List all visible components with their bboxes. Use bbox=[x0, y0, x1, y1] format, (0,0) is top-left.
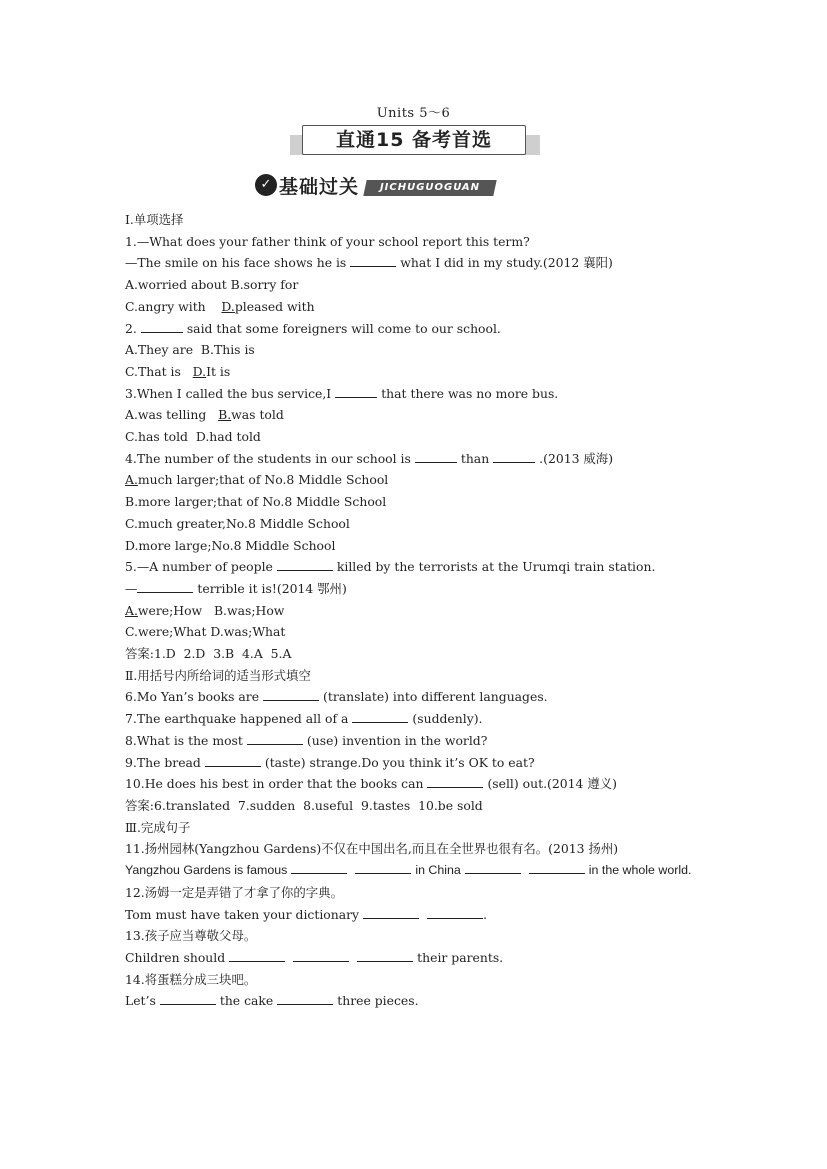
section-heading bbox=[255, 172, 495, 200]
part1-title: Ⅰ.单项选择 bbox=[125, 212, 184, 227]
q4-text-a: 4.The number of the students in our school is bbox=[125, 450, 411, 466]
q3-blank[interactable] bbox=[335, 385, 377, 398]
q1-option-d-letter: D. bbox=[221, 298, 235, 314]
q3-text-a: 3.When I called the bus service,I bbox=[125, 385, 332, 401]
q3-line bbox=[125, 383, 710, 405]
q13-blank-2[interactable] bbox=[293, 949, 349, 962]
part2-answer: 答案:6.translated 7.sudden 8.useful 9.tastes 10.be sold bbox=[125, 797, 483, 813]
q2-option-c: C.That is bbox=[125, 363, 193, 379]
q5-line1 bbox=[125, 556, 710, 578]
q1-option-cd bbox=[125, 296, 710, 318]
part3-title: Ⅲ.完成句子 bbox=[125, 819, 191, 835]
q3-option-cd: C.has told D.had told bbox=[125, 429, 261, 445]
q12-text-b: . bbox=[483, 906, 488, 922]
q12-english bbox=[125, 904, 710, 926]
banner-title: 直通15 备考首选 bbox=[302, 125, 526, 155]
q9-blank[interactable] bbox=[205, 754, 261, 767]
q1-option-ab: A.worried about B.sorry for bbox=[125, 277, 299, 293]
q11-blank-3[interactable] bbox=[465, 861, 521, 874]
q6-text-b: (translate) into different languages. bbox=[323, 689, 548, 705]
q11-text-b: in China bbox=[415, 863, 461, 878]
q2-option-d-letter: D. bbox=[192, 363, 207, 379]
section-title: 基础过关 bbox=[279, 176, 360, 198]
q14-blank-2[interactable] bbox=[277, 992, 333, 1005]
q6-blank[interactable] bbox=[263, 688, 319, 701]
q8-text-b: (use) invention in the world? bbox=[306, 732, 488, 748]
q4-option-a-text: much larger;that of No.8 Middle School bbox=[137, 472, 389, 488]
section-pinyin: JICHUGUOGUAN bbox=[379, 182, 481, 193]
part1-answer: 答案:1.D 2.D 3.B 4.A 5.A bbox=[125, 646, 292, 662]
q5-option-ab bbox=[125, 600, 710, 622]
q2-option-cd bbox=[125, 361, 710, 383]
q8-blank[interactable] bbox=[247, 732, 303, 745]
q10-text-b: (sell) out.(2014 遵义) bbox=[487, 776, 617, 792]
q1-option-d-text: pleased with bbox=[234, 298, 315, 314]
q2-line bbox=[125, 318, 710, 340]
q11-text-c: in the whole world. bbox=[588, 863, 692, 878]
q5-text-d: terrible it is!(2014 鄂州) bbox=[197, 580, 347, 596]
q4-option-a bbox=[125, 469, 710, 491]
q9-line bbox=[125, 752, 710, 774]
q14-blank-1[interactable] bbox=[160, 992, 216, 1005]
q1-text-a: —The smile on his face shows he is bbox=[125, 255, 347, 271]
q12-chinese: 12.汤姆一定是弄错了才拿了你的字典。 bbox=[125, 884, 343, 900]
q11-blank-1[interactable] bbox=[291, 861, 347, 874]
q4-option-c: C.much greater,No.8 Middle School bbox=[125, 515, 350, 531]
q13-text-a: Children should bbox=[125, 949, 226, 965]
q3-option-ab bbox=[125, 404, 710, 426]
q12-blank-1[interactable] bbox=[363, 906, 419, 919]
q13-chinese: 13.孩子应当尊敬父母。 bbox=[125, 928, 257, 944]
q2-option-d-text: It is bbox=[206, 363, 231, 379]
q12-text-a: Tom must have taken your dictionary bbox=[125, 906, 360, 922]
q5-option-a-letter: A. bbox=[125, 602, 138, 618]
q3-option-b-text: was told bbox=[231, 407, 284, 423]
q13-text-b: their parents. bbox=[417, 949, 504, 965]
q11-english bbox=[125, 860, 710, 882]
q2-blank[interactable] bbox=[141, 320, 183, 333]
q14-chinese: 14.将蛋糕分成三块吧。 bbox=[125, 971, 257, 987]
q12-blank-2[interactable] bbox=[427, 906, 483, 919]
q5-blank-2[interactable] bbox=[137, 580, 193, 593]
q7-line bbox=[125, 708, 710, 730]
q10-line bbox=[125, 773, 710, 795]
q4-blank-2[interactable] bbox=[493, 450, 535, 463]
q10-text-a: 10.He does his best in order that the books can bbox=[125, 776, 424, 792]
q6-text-a: 6.Mo Yan’s books are bbox=[125, 689, 260, 705]
q5-text-a: 5.—A number of people bbox=[125, 559, 273, 575]
q13-blank-1[interactable] bbox=[229, 949, 285, 962]
q14-english bbox=[125, 990, 710, 1012]
q2-text-b: said that some foreigners will come to our school. bbox=[186, 320, 501, 336]
q1-option-c: C.angry with bbox=[125, 298, 222, 314]
q13-english bbox=[125, 947, 710, 969]
q3-text-b: that there was no more bus. bbox=[381, 385, 559, 401]
q3-option-b-letter: B. bbox=[218, 407, 232, 423]
q10-blank[interactable] bbox=[427, 775, 483, 788]
q7-text-a: 7.The earthquake happened all of a bbox=[125, 711, 349, 727]
q5-line2 bbox=[125, 578, 710, 600]
q11-blank-2[interactable] bbox=[355, 861, 411, 874]
q14-text-a: Let’s bbox=[125, 993, 156, 1009]
q9-text-a: 9.The bread bbox=[125, 754, 201, 770]
q1-line2 bbox=[125, 252, 710, 274]
q9-text-b: (taste) strange.Do you think it’s OK to eat? bbox=[264, 754, 535, 770]
q7-blank[interactable] bbox=[352, 710, 408, 723]
q5-text-b: killed by the terrorists at the Urumqi train station. bbox=[336, 559, 656, 575]
q14-text-b: the cake bbox=[219, 993, 274, 1009]
q13-blank-3[interactable] bbox=[357, 949, 413, 962]
q4-line bbox=[125, 448, 710, 470]
q5-option-a-text: were;How B.was;How bbox=[137, 602, 285, 618]
q5-blank-1[interactable] bbox=[277, 558, 333, 571]
q4-blank-1[interactable] bbox=[415, 450, 457, 463]
q11-blank-4[interactable] bbox=[529, 861, 585, 874]
q7-text-b: (suddenly). bbox=[412, 711, 483, 727]
q4-text-b: than bbox=[460, 450, 490, 466]
q2-option-ab: A.They are B.This is bbox=[125, 342, 255, 358]
unit-title: Units 5～6 bbox=[376, 106, 451, 121]
q1-line1: 1.—What does your father think of your school report this term? bbox=[125, 233, 530, 249]
q14-text-c: three pieces. bbox=[337, 993, 419, 1009]
q5-text-c: — bbox=[125, 580, 138, 596]
q8-text-a: 8.What is the most bbox=[125, 732, 243, 748]
q1-blank[interactable] bbox=[350, 254, 396, 267]
q11-chinese: 11.扬州园林(Yangzhou Gardens)不仅在中国出名,而且在全世界也很有名。(2013 扬州) bbox=[125, 841, 619, 857]
part2-title: Ⅱ.用括号内所给词的适当形式填空 bbox=[125, 667, 311, 683]
q1-text-b: what I did in my study.(2012 襄阳) bbox=[400, 255, 613, 271]
q2-text-a: 2. bbox=[125, 320, 137, 336]
exercise-content bbox=[125, 209, 710, 1012]
q4-option-b: B.more larger;that of No.8 Middle School bbox=[125, 494, 387, 510]
q11-text-a: Yangzhou Gardens is famous bbox=[125, 863, 288, 878]
q8-line bbox=[125, 730, 710, 752]
q4-option-d: D.more large;No.8 Middle School bbox=[125, 537, 336, 553]
q4-text-c: .(2013 威海) bbox=[539, 450, 614, 466]
q3-option-a: A.was telling bbox=[125, 407, 219, 423]
q5-option-cd: C.were;What D.was;What bbox=[125, 624, 286, 640]
q4-option-a-letter: A. bbox=[125, 472, 138, 488]
q6-line bbox=[125, 686, 710, 708]
check-icon: ✓ bbox=[255, 174, 277, 196]
title-banner bbox=[290, 125, 540, 157]
